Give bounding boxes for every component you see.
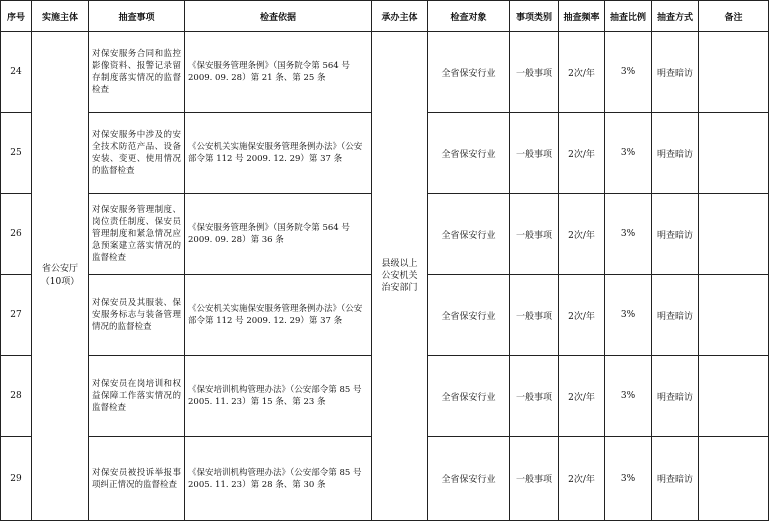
row-method: 明查暗访 <box>652 275 699 356</box>
subject-cell <box>32 32 89 521</box>
row-target: 全省保安行业 <box>428 437 510 521</box>
row-target: 全省保安行业 <box>428 275 510 356</box>
row-method: 明查暗访 <box>652 194 699 275</box>
row-seq: 27 <box>1 275 32 356</box>
header-seq: 序号 <box>1 1 32 32</box>
row-category: 一般事项 <box>510 437 559 521</box>
row-frequency: 2次/年 <box>559 113 605 194</box>
header-category: 事项类别 <box>510 1 559 32</box>
row-basis: 《公安机关实施保安服务管理条例办法》（公安部令第 112 号 2009. 12. 29）第 37 条 <box>185 113 372 194</box>
row-seq: 24 <box>1 32 32 113</box>
row-basis: 《保安培训机构管理办法》（公安部令第 85 号 2005. 11. 23）第 28 条、第 30 条 <box>185 437 372 521</box>
header-subject: 实施主体 <box>32 1 89 32</box>
row-method: 明查暗访 <box>652 356 699 437</box>
header-remark: 备注 <box>699 1 769 32</box>
row-category: 一般事项 <box>510 113 559 194</box>
row-category: 一般事项 <box>510 275 559 356</box>
row-remark <box>699 437 769 521</box>
row-item: 对保安服务合同和监控影像资料、报警记录留存制度落实情况的监督检查 <box>89 32 185 113</box>
subject-name: 省公安厅 <box>41 264 78 274</box>
row-basis: 《保安培训机构管理办法》（公安部令第 85 号 2005. 11. 23）第 15 条、第 23 条 <box>185 356 372 437</box>
row-method: 明查暗访 <box>652 113 699 194</box>
handler-cell: 县级以上公安机关治安部门 <box>372 32 428 521</box>
header-basis: 检查依据 <box>185 1 372 32</box>
row-remark <box>699 275 769 356</box>
row-method: 明查暗访 <box>652 32 699 113</box>
row-remark <box>699 356 769 437</box>
row-category: 一般事项 <box>510 32 559 113</box>
row-frequency: 2次/年 <box>559 356 605 437</box>
subject-count: （10项） <box>40 277 80 287</box>
row-seq: 26 <box>1 194 32 275</box>
row-ratio: 3% <box>605 194 652 275</box>
row-ratio: 3% <box>605 113 652 194</box>
header-row <box>1 1 769 32</box>
table-row <box>1 32 769 113</box>
header-frequency: 抽查频率 <box>559 1 605 32</box>
row-ratio: 3% <box>605 437 652 521</box>
row-target: 全省保安行业 <box>428 32 510 113</box>
row-frequency: 2次/年 <box>559 437 605 521</box>
row-seq: 29 <box>1 437 32 521</box>
row-item: 对保安员在岗培训和权益保障工作落实情况的监督检查 <box>89 356 185 437</box>
row-basis: 《保安服务管理条例》（国务院令第 564 号 2009. 09. 28）第 36 条 <box>185 194 372 275</box>
header-handler: 承办主体 <box>372 1 428 32</box>
row-target: 全省保安行业 <box>428 113 510 194</box>
row-item: 对保安员被投诉举报事项纠正情况的监督检查 <box>89 437 185 521</box>
row-frequency: 2次/年 <box>559 275 605 356</box>
row-remark <box>699 32 769 113</box>
row-remark <box>699 194 769 275</box>
header-item: 抽查事项 <box>89 1 185 32</box>
row-seq: 25 <box>1 113 32 194</box>
row-method: 明查暗访 <box>652 437 699 521</box>
row-seq: 28 <box>1 356 32 437</box>
row-remark <box>699 113 769 194</box>
row-frequency: 2次/年 <box>559 194 605 275</box>
header-target: 检查对象 <box>428 1 510 32</box>
row-ratio: 3% <box>605 356 652 437</box>
row-frequency: 2次/年 <box>559 32 605 113</box>
row-category: 一般事项 <box>510 356 559 437</box>
row-basis: 《公安机关实施保安服务管理条例办法》（公安部令第 112 号 2009. 12. 29）第 37 条 <box>185 275 372 356</box>
row-ratio: 3% <box>605 32 652 113</box>
row-basis: 《保安服务管理条例》（国务院令第 564 号 2009. 09. 28）第 21 条、第 25 条 <box>185 32 372 113</box>
row-target: 全省保安行业 <box>428 356 510 437</box>
row-item: 对保安服务中涉及的安全技术防范产品、设备安装、变更、使用情况的监督检查 <box>89 113 185 194</box>
row-item: 对保安员及其服装、保安服务标志与装备管理情况的监督检查 <box>89 275 185 356</box>
header-ratio: 抽查比例 <box>605 1 652 32</box>
header-method: 抽查方式 <box>652 1 699 32</box>
row-category: 一般事项 <box>510 194 559 275</box>
row-ratio: 3% <box>605 275 652 356</box>
row-target: 全省保安行业 <box>428 194 510 275</box>
row-item: 对保安服务管理制度、岗位责任制度、保安员管理制度和紧急情况应急预案建立落实情况的监督检查 <box>89 194 185 275</box>
